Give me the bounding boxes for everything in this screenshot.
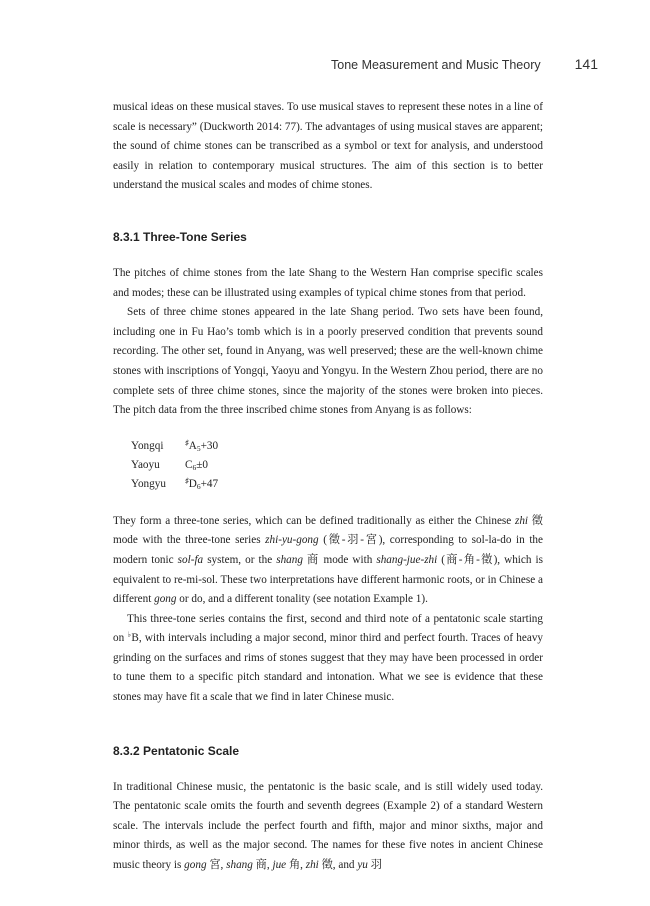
- stone-name: Yongqi: [131, 439, 164, 452]
- pitch-row: [131, 456, 543, 475]
- paragraph-three-tone-modes: They form a three-tone series, which can be defined traditionally as either the Chinese zhi 徵 mode with the three-tone series zhi-yu-gong (徵-羽-宮), corresponding to sol-la-do in the modern tonic sol-fa system, or the shang 商 mode with shang-jue-zhi (商-角-徵), which is equivalent to re-mi-sol. These two interpretations have different harmonic roots, or in Chinese a different gong or do, and a different tonality (see notation Example 1).: [113, 514, 543, 606]
- section-heading-pentatonic: 8.3.2 Pentatonic Scale: [113, 743, 240, 758]
- paragraph-pentatonic-relation: This three-tone series contains the first, second and third note of a pentatonic scale starting on ♭B, with intervals including a major second, minor third and perfect fourth. Traces of heavy grinding on the surfaces and rims of stones suggest that they may have been processed in order to tune them to a specific pitch standard and intonation. What we see is evidence that these stones may have fit a scale that we find in later Chinese music.: [113, 612, 544, 704]
- pitch-value: $^♯D_6+47$: [185, 475, 219, 491]
- pitch-table: [131, 437, 543, 494]
- page-number: 141: [574, 56, 598, 72]
- paragraph-pitches-intro: The pitches of chime stones from the late Shang to the Western Han comprise specific scales and modes; these can be illustrated using examples of typical chime stones from that period.: [113, 266, 543, 299]
- intro-paragraph: musical ideas on these musical staves. To use musical staves to represent these notes in a line of scale is necessary” (Duckworth 2014: 77). The advantages of using musical staves are apparent; the sound of chime stones can be transcribed as a symbol or text for analysis, and understood easily in relation to contemporary musical structures. The aim of this section is to better understand the musical scales and modes of chime stones.: [113, 101, 543, 192]
- section-heading-three-tone: 8.3.1 Three-Tone Series: [113, 229, 247, 244]
- pitch-row: [131, 437, 543, 456]
- pitch-value: $^♯A_5+30$: [185, 437, 219, 453]
- running-head: [113, 56, 598, 72]
- body-text: [113, 98, 543, 876]
- stone-name: Yongyu: [131, 477, 166, 490]
- pitch-value: $C_6\pm 0$: [185, 458, 208, 472]
- paragraph-pentatonic-scale: In traditional Chinese music, the pentatonic is the basic scale, and is still widely used today. The pentatonic scale omits the fourth and seventh degrees (Example 2) of a standard Western scale. The intervals include the perfect fourth and fifth, major and minor sixths, major and minor thirds, as well as the major second. The names for these five notes in ancient Chinese music theory is gong 宮, shang 商, jue 角, zhi 徵, and yu 羽: [113, 780, 543, 872]
- paragraph-three-stone-sets: Sets of three chime stones appeared in the late Shang period. Two sets have been found, including one in Fu Hao’s tomb which is in a poorly preserved condition that prevents sound recording. The other set, found in Anyang, was well preserved; these are the well-known chime stones with inscriptions of Yongqi, Yaoyu and Yongyu. In the Western Zhou period, there are no complete sets of three chime stones, since the majority of the stones were broken into pieces. The pitch data from the three inscribed chime stones from Anyang is as follows:: [113, 306, 543, 417]
- running-head-title: Tone Measurement and Music Theory: [331, 58, 541, 72]
- stone-name: Yaoyu: [131, 458, 160, 471]
- pitch-row: [131, 475, 543, 494]
